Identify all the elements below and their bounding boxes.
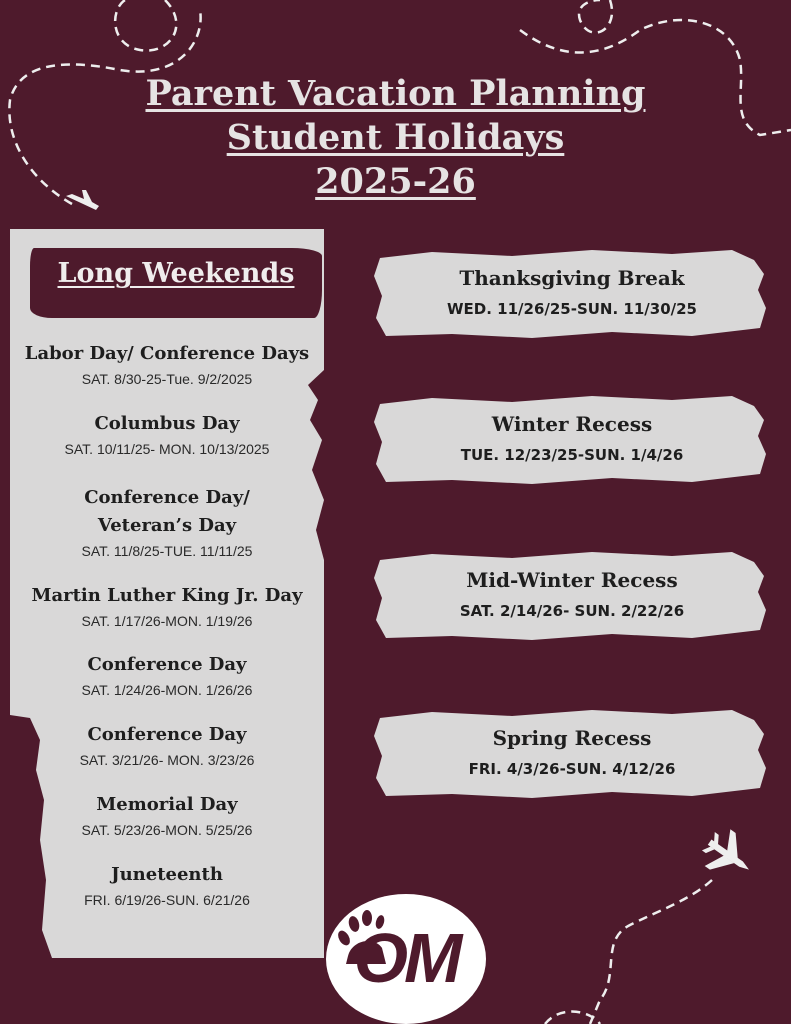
brush-stroke-shape <box>372 546 772 650</box>
break-name: Winter Recess <box>491 412 653 436</box>
break-name: Thanksgiving Break <box>459 266 685 290</box>
list-item <box>10 721 324 771</box>
break-card <box>378 554 766 642</box>
holiday-name: Memorial Day <box>96 794 238 815</box>
holiday-dates: SAT. 1/24/26-MON. 1/26/26 <box>81 682 253 698</box>
page-title <box>0 72 791 204</box>
break-dates: TUE. 12/23/25-SUN. 1/4/26 <box>460 446 684 464</box>
holiday-name: Columbus Day <box>94 413 240 434</box>
break-dates: FRI. 4/3/26-SUN. 4/12/26 <box>468 760 676 778</box>
holiday-dates: FRI. 6/19/26-SUN. 6/21/26 <box>84 892 250 908</box>
long-weekends-heading: Long Weekends <box>57 258 295 289</box>
break-card <box>378 712 766 800</box>
holiday-name-line-2: Veteran’s Day <box>97 515 237 536</box>
list-item <box>10 340 324 390</box>
break-dates: SAT. 2/14/26- SUN. 2/22/26 <box>459 602 685 620</box>
holiday-name: Labor Day/ Conference Days <box>24 343 310 364</box>
list-item <box>10 484 324 562</box>
title-line-2: Student Holidays <box>226 117 565 158</box>
holiday-name: Juneteenth <box>111 864 223 885</box>
list-item <box>10 582 324 632</box>
break-card <box>378 398 766 486</box>
holiday-dates: SAT. 3/21/26- MON. 3/23/26 <box>79 752 255 768</box>
holiday-name: Conference Day <box>87 654 247 675</box>
list-item <box>10 791 324 841</box>
holiday-dates: SAT. 5/23/26-MON. 5/25/26 <box>81 822 253 838</box>
break-name: Spring Recess <box>492 726 652 750</box>
break-dates: WED. 11/26/25-SUN. 11/30/25 <box>446 300 697 318</box>
logo-text: OM <box>353 919 459 997</box>
school-logo <box>326 894 486 1024</box>
holiday-name: Martin Luther King Jr. Day <box>31 585 303 606</box>
holiday-name: Conference Day/ <box>84 487 250 508</box>
holiday-dates: SAT. 11/8/25-TUE. 11/11/25 <box>81 543 253 559</box>
title-line-1: Parent Vacation Planning <box>145 73 646 114</box>
holiday-name: Conference Day <box>87 724 247 745</box>
break-card <box>378 252 766 340</box>
break-name: Mid-Winter Recess <box>466 568 678 592</box>
list-item <box>10 410 324 460</box>
title-line-3: 2025-26 <box>315 161 476 202</box>
list-item <box>10 651 324 701</box>
holiday-dates: SAT. 8/30-25-Tue. 9/2/2025 <box>81 371 253 387</box>
brush-stroke-shape <box>372 390 772 494</box>
holiday-dates: SAT. 10/11/25- MON. 10/13/2025 <box>64 441 270 457</box>
brush-stroke-shape <box>372 244 772 348</box>
brush-stroke-shape <box>372 704 772 808</box>
list-item <box>10 861 324 911</box>
airplane-icon <box>695 823 761 888</box>
holiday-dates: SAT. 1/17/26-MON. 1/19/26 <box>81 613 253 629</box>
